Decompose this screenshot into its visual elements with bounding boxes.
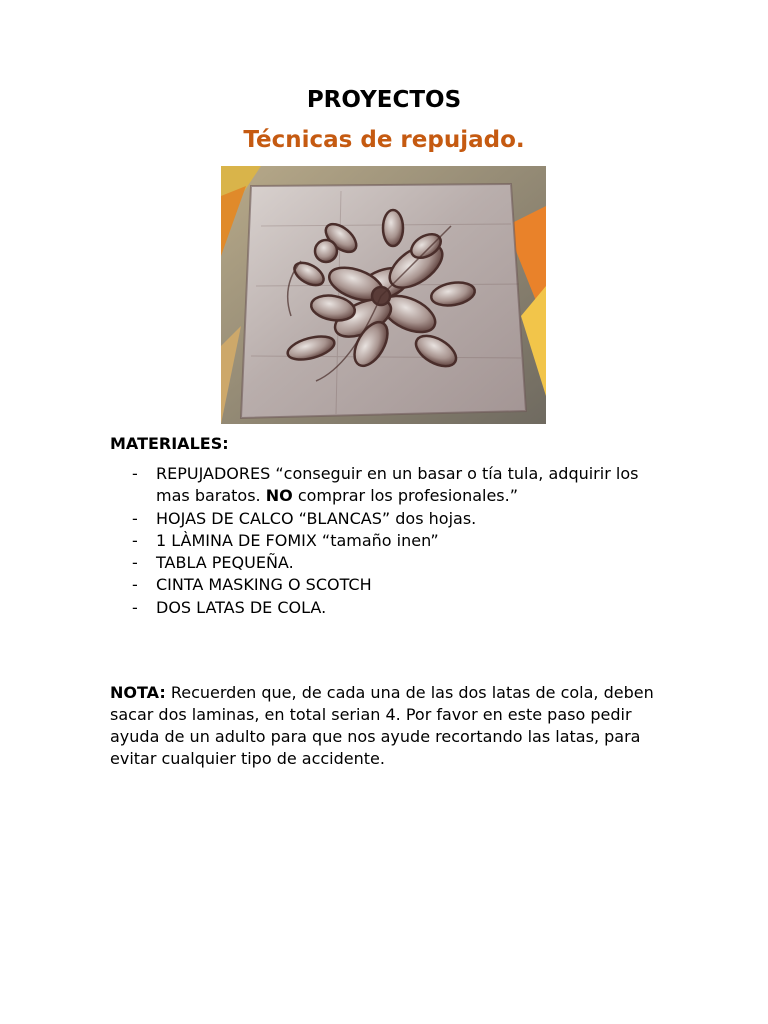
list-item [110,463,670,508]
list-item-emphasis: NO [265,486,293,506]
list-item [110,552,670,574]
embossed-metal-flower-photo [221,166,546,424]
list-bullet: - [132,508,138,528]
list-item-text: 1 LÀMINA DE FOMIX “tamaño inen” [156,530,439,550]
list-item-text: CINTA MASKING O SCOTCH [156,575,372,595]
materials-heading: MATERIALES: [110,434,229,453]
list-item [110,597,670,619]
list-item [110,508,670,530]
note-paragraph [110,682,670,770]
materials-list [110,463,670,619]
list-bullet: - [132,553,138,573]
page-title: PROYECTOS [306,87,462,113]
list-item-text: TABLA PEQUEÑA. [156,553,294,573]
list-bullet: - [132,464,138,483]
list-item-text: REPUJADORES “conseguir en un basar o tía tula, adquirir los mas baratos. [156,464,639,506]
list-item-text: comprar los profesionales.” [292,486,519,506]
list-item-text: HOJAS DE CALCO “BLANCAS” dos hojas. [156,508,477,528]
list-item [110,574,670,596]
list-bullet: - [132,575,138,595]
note-text: Recuerden que, de cada una de las dos latas de cola, deben sacar dos laminas, en total serian 4. Por favor en este paso pedir ayuda de un adulto para que nos ayude recortando las latas, para evitar cualquier tipo de accidente. [110,683,654,768]
list-item-text: DOS LATAS DE COLA. [156,597,327,617]
list-bullet: - [132,530,138,550]
page-subtitle: Técnicas de repujado. [243,127,525,153]
list-item [110,530,670,552]
note-label: NOTA: [110,683,166,702]
list-bullet: - [132,597,138,617]
